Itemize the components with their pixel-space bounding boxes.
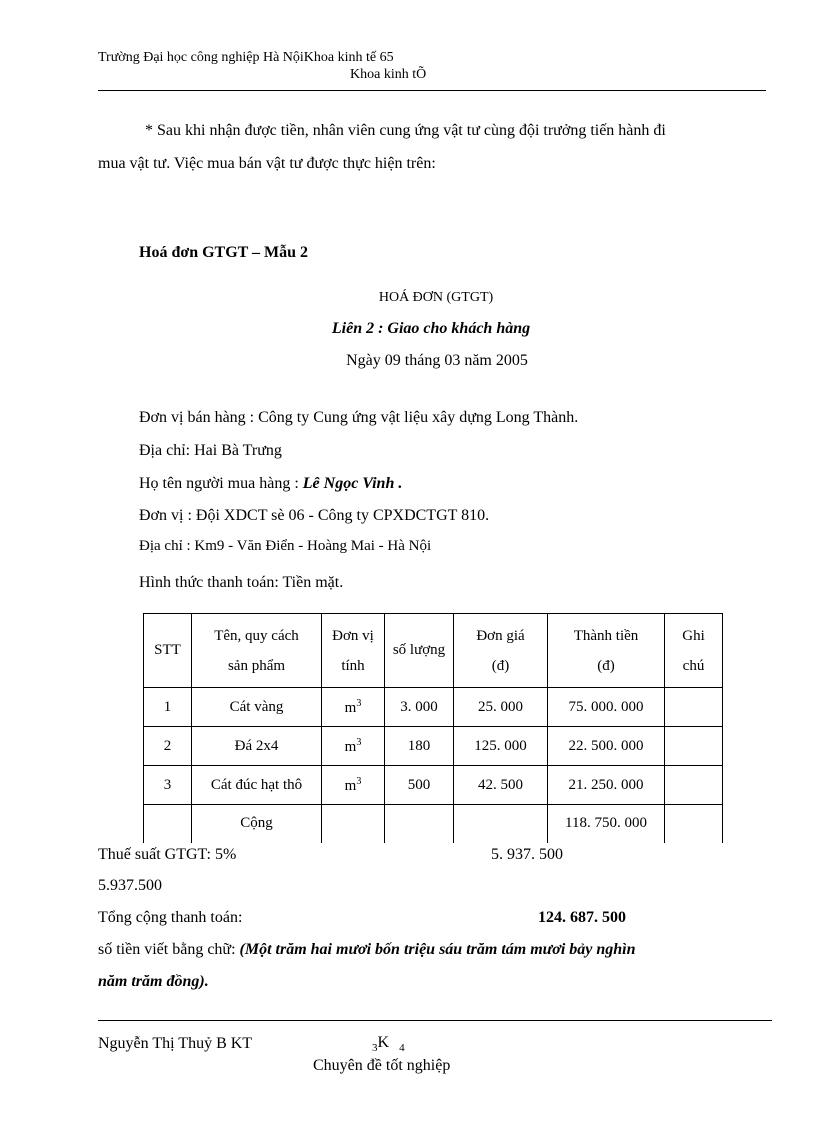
invoice-title: HOÁ ĐƠN (GTGT) xyxy=(378,290,494,305)
cell-note xyxy=(665,805,723,843)
table-row xyxy=(144,727,723,766)
cell-price: 25. 000 xyxy=(454,688,548,727)
buyer-label: Họ tên người mua hàng : xyxy=(139,475,303,492)
payment-label: Hình thức thanh toán: xyxy=(139,574,283,591)
seller-label: Đơn vị bán hàng : xyxy=(139,409,259,426)
footer-class-letter: K xyxy=(377,1034,390,1051)
cell-note xyxy=(665,727,723,766)
table-total-row xyxy=(144,805,723,843)
table-header-row xyxy=(144,614,723,688)
header-line-2: Khoa kinh tÕ xyxy=(350,67,427,82)
cell-stt: 1 xyxy=(144,688,192,727)
seller-address-line xyxy=(139,442,282,460)
seller-line xyxy=(139,409,578,427)
cell-price: 42. 500 xyxy=(454,766,548,805)
footer-divider xyxy=(98,1020,772,1021)
col-header-amount: Thành tiền (đ) xyxy=(548,614,665,688)
invoice-date: Ngày 09 tháng 03 năm 2005 xyxy=(346,352,528,369)
buyer-address-label: Địa chỉ : xyxy=(139,538,195,554)
footer-subtitle: Chuyên đề tốt nghiệp xyxy=(313,1057,451,1074)
total-amount: 118. 750. 000 xyxy=(548,805,665,843)
cell-note xyxy=(665,766,723,805)
header-divider xyxy=(98,90,766,91)
cell-stt: 3 xyxy=(144,766,192,805)
intro-line-2: mua vật tư. Việc mua bán vật tư được thực hiện trên: xyxy=(98,155,436,172)
invoice-copy-label: Liên 2 : Giao cho khách hàng xyxy=(331,320,531,337)
cell-name: Cát đúc hạt thô xyxy=(192,766,322,805)
col-header-name: Tên, quy cách sản phẩm xyxy=(192,614,322,688)
cell-amount: 22. 500. 000 xyxy=(548,727,665,766)
amount-in-words-line xyxy=(98,941,636,959)
col-header-unit: Đơn vị tính xyxy=(322,614,385,688)
seller-value: Công ty Cung ứng vật liệu xây dựng Long Thành. xyxy=(258,409,579,426)
footer-class xyxy=(372,1034,405,1054)
cell-price: 125. 000 xyxy=(454,727,548,766)
cell-amount: 75. 000. 000 xyxy=(548,688,665,727)
buyer-unit-value: Đội XDCT sè 06 - Công ty CPXDCTGT 810. xyxy=(195,507,490,524)
seller-address-label: Địa chỉ: xyxy=(139,442,195,459)
cell-name: Đá 2x4 xyxy=(192,727,322,766)
cell-qty xyxy=(385,805,454,843)
seller-address-value: Hai Bà Trưng xyxy=(194,442,282,459)
table-row xyxy=(144,688,723,727)
cell-price xyxy=(454,805,548,843)
col-header-note: Ghi chú xyxy=(665,614,723,688)
footer-class-sub2: 4 xyxy=(399,1042,405,1055)
amount-in-words-line-2: năm trăm đồng). xyxy=(98,973,209,990)
tax-label: Thuế suất GTGT: 5% xyxy=(98,846,237,863)
intro-line-1: * Sau khi nhận được tiền, nhân viên cung ứng vật tư cùng đội trưởng tiến hành đi xyxy=(145,122,666,139)
buyer-unit-label: Đơn vị : xyxy=(139,507,196,524)
header-line-1: Trường Đại học công nghiệp Hà NộiKhoa kinh tế 65 xyxy=(98,50,394,65)
cell-unit: $m^3$ xyxy=(322,727,385,766)
payment-value: Tiền mặt. xyxy=(282,574,344,591)
tax-amount-repeat: 5.937.500 xyxy=(98,877,162,894)
buyer-unit-line xyxy=(139,507,489,525)
buyer-value: Lê Ngọc Vinh . xyxy=(302,475,403,492)
cell-amount: 21. 250. 000 xyxy=(548,766,665,805)
cell-qty: 180 xyxy=(385,727,454,766)
cell-qty: 3. 000 xyxy=(385,688,454,727)
cell-qty: 500 xyxy=(385,766,454,805)
grand-total-label: Tổng cộng thanh toán: xyxy=(98,909,243,926)
col-header-stt: STT xyxy=(144,614,192,688)
table-row xyxy=(144,766,723,805)
invoice-table xyxy=(143,613,723,843)
col-header-qty: số lượng xyxy=(385,614,454,688)
cell-note xyxy=(665,688,723,727)
buyer-address-line xyxy=(139,538,431,555)
cell-unit: $m^3$ xyxy=(322,766,385,805)
buyer-line xyxy=(139,475,402,493)
cell-stt xyxy=(144,805,192,843)
amount-in-words-line-1: (Một trăm hai mươi bốn triệu sáu trăm tám mươi bảy nghìn xyxy=(239,941,636,958)
amount-in-words-label: số tiền viết bằng chữ: xyxy=(98,941,240,958)
grand-total-value: 124. 687. 500 xyxy=(538,909,626,926)
cell-name: Cát vàng xyxy=(192,688,322,727)
cell-unit xyxy=(322,805,385,843)
footer-class-sub: 3 xyxy=(372,1042,378,1055)
tax-amount: 5. 937. 500 xyxy=(491,846,563,863)
cell-unit: $m^3$ xyxy=(322,688,385,727)
section-title: Hoá đơn GTGT – Mẫu 2 xyxy=(139,244,309,261)
col-header-price: Đơn giá (đ) xyxy=(454,614,548,688)
cell-stt: 2 xyxy=(144,727,192,766)
footer-author: Nguyễn Thị Thuỷ B KT xyxy=(98,1035,253,1052)
buyer-address-value: Km9 - Văn Điển - Hoàng Mai - Hà Nội xyxy=(194,538,432,554)
total-label: Cộng xyxy=(192,805,322,843)
payment-line xyxy=(139,574,343,592)
